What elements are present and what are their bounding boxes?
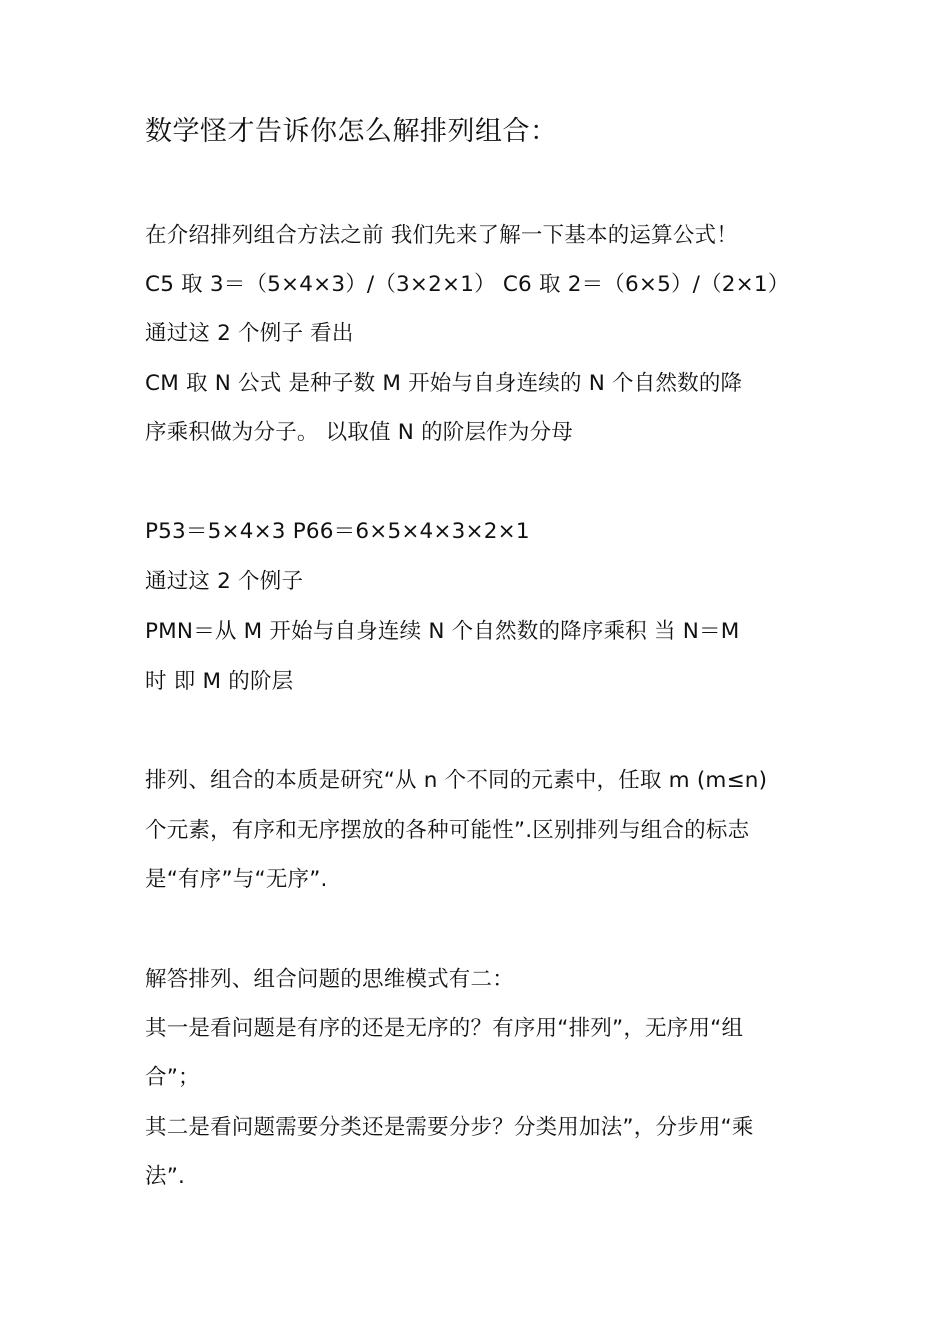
text-line: 法”.	[145, 1164, 186, 1189]
text-line: CM 取 N 公式 是种子数 M 开始与自身连续的 N 个自然数的降	[145, 371, 743, 396]
text-line: 序乘积做为分子。 以取值 N 的阶层作为分母	[145, 420, 573, 445]
text-line: PMN＝从 M 开始与自身连续 N 个自然数的降序乘积 当 N＝M	[145, 619, 740, 644]
document-title: 数学怪才告诉你怎么解排列组合：	[145, 116, 558, 147]
text-line: 是“有序”与“无序”.	[145, 867, 328, 892]
text-line: 解答排列、组合问题的思维模式有二：	[145, 967, 514, 992]
text-line: 通过这 2 个例子	[145, 569, 304, 594]
text-line: 在介绍排列组合方法之前 我们先来了解一下基本的运算公式！	[145, 223, 738, 248]
text-line: P53＝5×4×3 P66＝6×5×4×3×2×1	[145, 519, 530, 544]
text-line: 其二是看问题需要分类还是需要分步？分类用加法”，分步用“乘	[145, 1115, 754, 1140]
text-line: C5 取 3＝（5×4×3）/（3×2×1） C6 取 2＝（6×5）/（2×1）	[145, 272, 790, 297]
text-line: 时 即 M 的阶层	[145, 669, 294, 694]
text-line: 通过这 2 个例子 看出	[145, 321, 354, 346]
text-line: 个元素，有序和无序摆放的各种可能性”.区别排列与组合的标志	[145, 818, 750, 843]
text-line: 排列、组合的本质是研究“从 n 个不同的元素中，任取 m (m≤n)	[145, 768, 768, 793]
text-line: 合”；	[145, 1065, 200, 1090]
text-line: 其一是看问题是有序的还是无序的？有序用“排列”，无序用“组	[145, 1016, 744, 1041]
